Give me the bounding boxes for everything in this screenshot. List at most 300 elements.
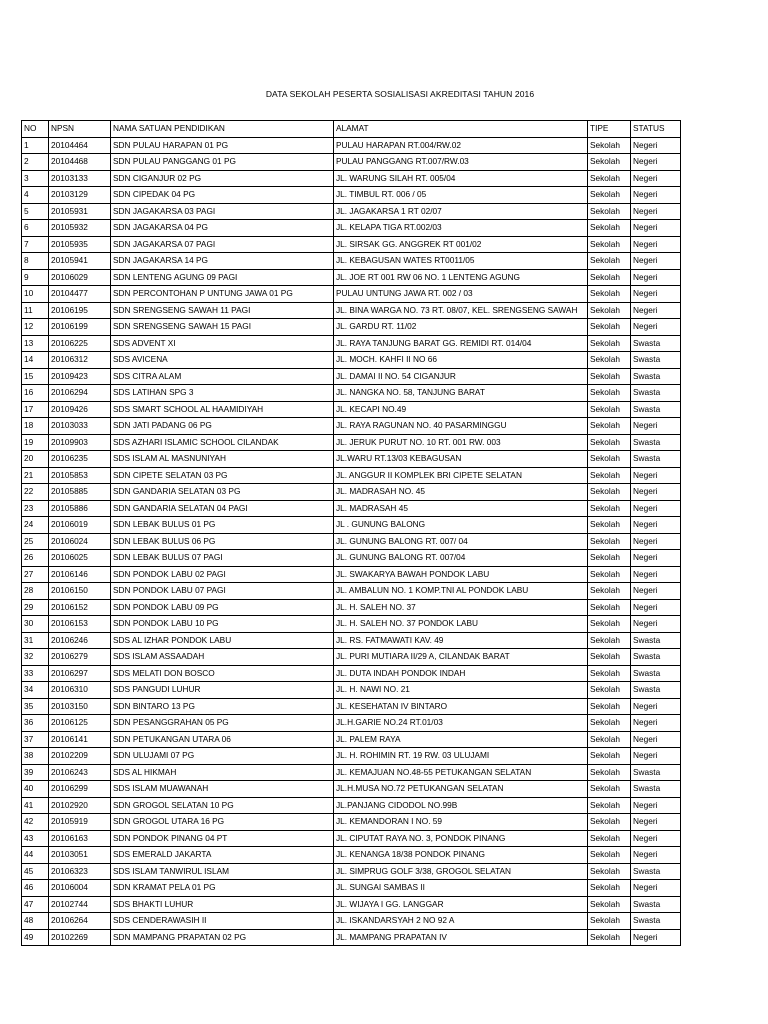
cell-status: Swasta: [631, 649, 681, 666]
cell-alamat: JL. SIMPRUG GOLF 3/38, GROGOL SELATAN: [334, 863, 588, 880]
table-row: [22, 830, 681, 847]
cell-tipe: Sekolah: [588, 137, 631, 154]
cell-npsn: 20106146: [49, 566, 111, 583]
cell-nama-satuan-pendidikan: SDN CIGANJUR 02 PG: [111, 170, 334, 187]
table-row: [22, 269, 681, 286]
table-row: [22, 500, 681, 517]
cell-tipe: Sekolah: [588, 286, 631, 303]
school-data-table: [21, 120, 681, 946]
cell-alamat: JL. H. SALEH NO. 37: [334, 599, 588, 616]
cell-tipe: Sekolah: [588, 451, 631, 468]
cell-alamat: JL. GARDU RT. 11/02: [334, 319, 588, 336]
cell-tipe: Sekolah: [588, 550, 631, 567]
cell-nama-satuan-pendidikan: SDN ULUJAMI 07 PG: [111, 748, 334, 765]
cell-nama-satuan-pendidikan: SDS CITRA ALAM: [111, 368, 334, 385]
cell-npsn: 20109423: [49, 368, 111, 385]
cell-status: Swasta: [631, 682, 681, 699]
cell-no: 13: [22, 335, 49, 352]
header-npsn: NPSN: [49, 121, 111, 138]
cell-no: 30: [22, 616, 49, 633]
cell-alamat: JL. KEBAGUSAN WATES RT0011/05: [334, 253, 588, 270]
table-row: [22, 929, 681, 946]
cell-alamat: JL. RAYA RAGUNAN NO. 40 PASARMINGGU: [334, 418, 588, 435]
cell-nama-satuan-pendidikan: SDN JATI PADANG 06 PG: [111, 418, 334, 435]
cell-no: 41: [22, 797, 49, 814]
header-status: STATUS: [631, 121, 681, 138]
cell-npsn: 20106004: [49, 880, 111, 897]
cell-nama-satuan-pendidikan: SDN BINTARO 13 PG: [111, 698, 334, 715]
cell-tipe: Sekolah: [588, 632, 631, 649]
cell-no: 46: [22, 880, 49, 897]
cell-npsn: 20106153: [49, 616, 111, 633]
cell-no: 34: [22, 682, 49, 699]
cell-tipe: Sekolah: [588, 847, 631, 864]
cell-npsn: 20106141: [49, 731, 111, 748]
cell-alamat: JL. WIJAYA I GG. LANGGAR: [334, 896, 588, 913]
cell-npsn: 20106195: [49, 302, 111, 319]
cell-alamat: JL.PANJANG CIDODOL NO.99B: [334, 797, 588, 814]
cell-npsn: 20103033: [49, 418, 111, 435]
table-row: [22, 154, 681, 171]
cell-nama-satuan-pendidikan: SDS ISLAM AL MASNUNIYAH: [111, 451, 334, 468]
table-row: [22, 302, 681, 319]
cell-npsn: 20103133: [49, 170, 111, 187]
table-row: [22, 599, 681, 616]
table-row: [22, 649, 681, 666]
cell-tipe: Sekolah: [588, 253, 631, 270]
cell-tipe: Sekolah: [588, 269, 631, 286]
cell-no: 16: [22, 385, 49, 402]
cell-alamat: PULAU PANGGANG RT.007/RW.03: [334, 154, 588, 171]
cell-npsn: 20105919: [49, 814, 111, 831]
cell-nama-satuan-pendidikan: SDN LEBAK BULUS 07 PAGI: [111, 550, 334, 567]
cell-no: 12: [22, 319, 49, 336]
cell-npsn: 20102920: [49, 797, 111, 814]
cell-nama-satuan-pendidikan: SDN SRENGSENG SAWAH 11 PAGI: [111, 302, 334, 319]
cell-status: Negeri: [631, 550, 681, 567]
cell-npsn: 20106246: [49, 632, 111, 649]
cell-tipe: Sekolah: [588, 583, 631, 600]
cell-nama-satuan-pendidikan: SDS AVICENA: [111, 352, 334, 369]
cell-npsn: 20102744: [49, 896, 111, 913]
cell-alamat: JL. RAYA TANJUNG BARAT GG. REMIDI RT. 014/04: [334, 335, 588, 352]
cell-status: Swasta: [631, 385, 681, 402]
cell-no: 37: [22, 731, 49, 748]
cell-status: Negeri: [631, 286, 681, 303]
cell-no: 39: [22, 764, 49, 781]
table-row: [22, 847, 681, 864]
cell-nama-satuan-pendidikan: SDN PETUKANGAN UTARA 06: [111, 731, 334, 748]
table-row: [22, 484, 681, 501]
table-row: [22, 418, 681, 435]
cell-npsn: 20106297: [49, 665, 111, 682]
cell-nama-satuan-pendidikan: SDN PERCONTOHAN P UNTUNG JAWA 01 PG: [111, 286, 334, 303]
cell-tipe: Sekolah: [588, 731, 631, 748]
cell-nama-satuan-pendidikan: SDS BHAKTI LUHUR: [111, 896, 334, 913]
cell-status: Negeri: [631, 880, 681, 897]
cell-status: Negeri: [631, 236, 681, 253]
cell-nama-satuan-pendidikan: SDN CIPETE SELATAN 03 PG: [111, 467, 334, 484]
cell-no: 19: [22, 434, 49, 451]
table-row: [22, 187, 681, 204]
cell-no: 17: [22, 401, 49, 418]
table-row: [22, 467, 681, 484]
cell-nama-satuan-pendidikan: SDN PONDOK LABU 09 PG: [111, 599, 334, 616]
cell-npsn: 20106152: [49, 599, 111, 616]
cell-no: 21: [22, 467, 49, 484]
cell-nama-satuan-pendidikan: SDN JAGAKARSA 07 PAGI: [111, 236, 334, 253]
cell-tipe: Sekolah: [588, 533, 631, 550]
cell-npsn: 20106150: [49, 583, 111, 600]
cell-nama-satuan-pendidikan: SDN PONDOK PINANG 04 PT: [111, 830, 334, 847]
cell-status: Negeri: [631, 220, 681, 237]
table-row: [22, 748, 681, 765]
table-row: [22, 764, 681, 781]
cell-alamat: JL. DUTA INDAH PONDOK INDAH: [334, 665, 588, 682]
cell-no: 28: [22, 583, 49, 600]
cell-alamat: JL.H.MUSA NO.72 PETUKANGAN SELATAN: [334, 781, 588, 798]
table-row: [22, 797, 681, 814]
cell-no: 7: [22, 236, 49, 253]
cell-nama-satuan-pendidikan: SDS MELATI DON BOSCO: [111, 665, 334, 682]
cell-status: Negeri: [631, 715, 681, 732]
cell-no: 8: [22, 253, 49, 270]
cell-status: Negeri: [631, 187, 681, 204]
cell-nama-satuan-pendidikan: SDS EMERALD JAKARTA: [111, 847, 334, 864]
cell-status: Swasta: [631, 352, 681, 369]
header-no: NO: [22, 121, 49, 138]
cell-nama-satuan-pendidikan: SDS PANGUDI LUHUR: [111, 682, 334, 699]
cell-nama-satuan-pendidikan: SDS ADVENT XI: [111, 335, 334, 352]
table-row: [22, 715, 681, 732]
cell-nama-satuan-pendidikan: SDS AL IZHAR PONDOK LABU: [111, 632, 334, 649]
table-row: [22, 170, 681, 187]
cell-status: Negeri: [631, 731, 681, 748]
cell-npsn: 20106279: [49, 649, 111, 666]
cell-npsn: 20105935: [49, 236, 111, 253]
cell-nama-satuan-pendidikan: SDN LENTENG AGUNG 09 PAGI: [111, 269, 334, 286]
cell-nama-satuan-pendidikan: SDN GROGOL SELATAN 10 PG: [111, 797, 334, 814]
cell-alamat: JL. CIPUTAT RAYA NO. 3, PONDOK PINANG: [334, 830, 588, 847]
cell-nama-satuan-pendidikan: SDN PONDOK LABU 07 PAGI: [111, 583, 334, 600]
cell-tipe: Sekolah: [588, 863, 631, 880]
cell-no: 2: [22, 154, 49, 171]
cell-no: 48: [22, 913, 49, 930]
cell-no: 9: [22, 269, 49, 286]
cell-nama-satuan-pendidikan: SDN GANDARIA SELATAN 04 PAGI: [111, 500, 334, 517]
table-row: [22, 220, 681, 237]
cell-tipe: Sekolah: [588, 814, 631, 831]
cell-no: 33: [22, 665, 49, 682]
table-row: [22, 401, 681, 418]
cell-tipe: Sekolah: [588, 352, 631, 369]
table-row: [22, 352, 681, 369]
cell-status: Negeri: [631, 269, 681, 286]
cell-status: Negeri: [631, 533, 681, 550]
cell-npsn: 20106323: [49, 863, 111, 880]
table-body: [22, 137, 681, 946]
table-header-row: [22, 121, 681, 138]
cell-alamat: JL. SIRSAK GG. ANGGREK RT 001/02: [334, 236, 588, 253]
cell-status: Swasta: [631, 781, 681, 798]
cell-no: 32: [22, 649, 49, 666]
cell-alamat: JL. MADRASAH 45: [334, 500, 588, 517]
cell-npsn: 20106163: [49, 830, 111, 847]
cell-npsn: 20106312: [49, 352, 111, 369]
cell-npsn: 20105885: [49, 484, 111, 501]
cell-status: Negeri: [631, 616, 681, 633]
cell-tipe: Sekolah: [588, 500, 631, 517]
table-row: [22, 335, 681, 352]
cell-status: Swasta: [631, 451, 681, 468]
cell-no: 42: [22, 814, 49, 831]
cell-no: 5: [22, 203, 49, 220]
cell-tipe: Sekolah: [588, 880, 631, 897]
cell-npsn: 20105941: [49, 253, 111, 270]
cell-tipe: Sekolah: [588, 385, 631, 402]
cell-no: 25: [22, 533, 49, 550]
cell-status: Negeri: [631, 418, 681, 435]
table-row: [22, 550, 681, 567]
cell-status: Negeri: [631, 500, 681, 517]
cell-alamat: JL. PALEM RAYA: [334, 731, 588, 748]
cell-no: 35: [22, 698, 49, 715]
table-row: [22, 434, 681, 451]
header-tipe: TIPE: [588, 121, 631, 138]
cell-alamat: JL. KENANGA 18/38 PONDOK PINANG: [334, 847, 588, 864]
cell-tipe: Sekolah: [588, 649, 631, 666]
cell-nama-satuan-pendidikan: SDN SRENGSENG SAWAH 15 PAGI: [111, 319, 334, 336]
table-row: [22, 682, 681, 699]
cell-npsn: 20105931: [49, 203, 111, 220]
cell-tipe: Sekolah: [588, 830, 631, 847]
cell-no: 23: [22, 500, 49, 517]
cell-no: 47: [22, 896, 49, 913]
cell-status: Negeri: [631, 797, 681, 814]
cell-tipe: Sekolah: [588, 665, 631, 682]
cell-npsn: 20102269: [49, 929, 111, 946]
cell-nama-satuan-pendidikan: SDN GROGOL UTARA 16 PG: [111, 814, 334, 831]
cell-status: Negeri: [631, 583, 681, 600]
cell-nama-satuan-pendidikan: SDS AL HIKMAH: [111, 764, 334, 781]
cell-no: 18: [22, 418, 49, 435]
cell-alamat: JL. KEMAJUAN NO.48-55 PETUKANGAN SELATAN: [334, 764, 588, 781]
cell-alamat: JL. SWAKARYA BAWAH PONDOK LABU: [334, 566, 588, 583]
cell-tipe: Sekolah: [588, 418, 631, 435]
cell-status: Negeri: [631, 830, 681, 847]
cell-status: Negeri: [631, 253, 681, 270]
cell-no: 14: [22, 352, 49, 369]
cell-no: 40: [22, 781, 49, 798]
cell-status: Swasta: [631, 335, 681, 352]
cell-no: 29: [22, 599, 49, 616]
cell-nama-satuan-pendidikan: SDN LEBAK BULUS 06 PG: [111, 533, 334, 550]
cell-npsn: 20106025: [49, 550, 111, 567]
cell-status: Swasta: [631, 863, 681, 880]
cell-npsn: 20105886: [49, 500, 111, 517]
cell-status: Negeri: [631, 137, 681, 154]
cell-alamat: JL. H. ROHIMIN RT. 19 RW. 03 ULUJAMI: [334, 748, 588, 765]
cell-alamat: JL. NANGKA NO. 58, TANJUNG BARAT: [334, 385, 588, 402]
cell-no: 45: [22, 863, 49, 880]
cell-npsn: 20102209: [49, 748, 111, 765]
cell-no: 24: [22, 517, 49, 534]
cell-npsn: 20109903: [49, 434, 111, 451]
cell-alamat: JL. BINA WARGA NO. 73 RT. 08/07, KEL. SRENGSENG SAWAH: [334, 302, 588, 319]
cell-nama-satuan-pendidikan: SDN PULAU HARAPAN 01 PG: [111, 137, 334, 154]
cell-npsn: 20106125: [49, 715, 111, 732]
cell-no: 27: [22, 566, 49, 583]
cell-nama-satuan-pendidikan: SDS LATIHAN SPG 3: [111, 385, 334, 402]
cell-tipe: Sekolah: [588, 715, 631, 732]
cell-npsn: 20103051: [49, 847, 111, 864]
cell-npsn: 20106029: [49, 269, 111, 286]
cell-no: 15: [22, 368, 49, 385]
cell-no: 4: [22, 187, 49, 204]
cell-alamat: JL. AMBALUN NO. 1 KOMP.TNI AL PONDOK LABU: [334, 583, 588, 600]
cell-alamat: JL. JAGAKARSA 1 RT 02/07: [334, 203, 588, 220]
cell-npsn: 20105853: [49, 467, 111, 484]
cell-status: Negeri: [631, 517, 681, 534]
cell-tipe: Sekolah: [588, 484, 631, 501]
cell-no: 10: [22, 286, 49, 303]
cell-npsn: 20104468: [49, 154, 111, 171]
cell-alamat: JL. KESEHATAN IV BINTARO: [334, 698, 588, 715]
document-title: DATA SEKOLAH PESERTA SOSIALISASI AKREDITASI TAHUN 2016: [265, 89, 535, 99]
cell-tipe: Sekolah: [588, 187, 631, 204]
cell-alamat: JL. KECAPI NO.49: [334, 401, 588, 418]
table-row: [22, 517, 681, 534]
cell-npsn: 20106310: [49, 682, 111, 699]
cell-status: Negeri: [631, 814, 681, 831]
table-row: [22, 253, 681, 270]
cell-tipe: Sekolah: [588, 929, 631, 946]
cell-no: 49: [22, 929, 49, 946]
cell-no: 20: [22, 451, 49, 468]
cell-status: Negeri: [631, 748, 681, 765]
table-row: [22, 583, 681, 600]
cell-tipe: Sekolah: [588, 203, 631, 220]
cell-tipe: Sekolah: [588, 434, 631, 451]
cell-status: Swasta: [631, 764, 681, 781]
cell-nama-satuan-pendidikan: SDN CIPEDAK 04 PG: [111, 187, 334, 204]
cell-no: 31: [22, 632, 49, 649]
cell-tipe: Sekolah: [588, 781, 631, 798]
cell-alamat: JL . GUNUNG BALONG: [334, 517, 588, 534]
cell-status: Negeri: [631, 847, 681, 864]
cell-tipe: Sekolah: [588, 913, 631, 930]
cell-alamat: JL. WARUNG SILAH RT. 005/04: [334, 170, 588, 187]
cell-nama-satuan-pendidikan: SDS ISLAM ASSAADAH: [111, 649, 334, 666]
cell-no: 36: [22, 715, 49, 732]
table-row: [22, 731, 681, 748]
cell-nama-satuan-pendidikan: SDN LEBAK BULUS 01 PG: [111, 517, 334, 534]
cell-nama-satuan-pendidikan: SDN GANDARIA SELATAN 03 PG: [111, 484, 334, 501]
cell-alamat: JL. KELAPA TIGA RT.002/03: [334, 220, 588, 237]
cell-status: Swasta: [631, 434, 681, 451]
table-row: [22, 814, 681, 831]
table-row: [22, 616, 681, 633]
cell-status: Swasta: [631, 913, 681, 930]
cell-tipe: Sekolah: [588, 764, 631, 781]
cell-tipe: Sekolah: [588, 896, 631, 913]
cell-npsn: 20106019: [49, 517, 111, 534]
cell-alamat: JL. ISKANDARSYAH 2 NO 92 A: [334, 913, 588, 930]
cell-status: Swasta: [631, 368, 681, 385]
cell-tipe: Sekolah: [588, 154, 631, 171]
cell-alamat: JL. SUNGAI SAMBAS II: [334, 880, 588, 897]
cell-alamat: JL. ANGGUR II KOMPLEK BRI CIPETE SELATAN: [334, 467, 588, 484]
cell-npsn: 20106199: [49, 319, 111, 336]
cell-status: Negeri: [631, 203, 681, 220]
cell-no: 3: [22, 170, 49, 187]
cell-npsn: 20106235: [49, 451, 111, 468]
cell-alamat: JL. DAMAI II NO. 54 CIGANJUR: [334, 368, 588, 385]
cell-nama-satuan-pendidikan: SDN KRAMAT PELA 01 PG: [111, 880, 334, 897]
cell-alamat: PULAU HARAPAN RT.004/RW.02: [334, 137, 588, 154]
cell-npsn: 20109426: [49, 401, 111, 418]
cell-status: Negeri: [631, 319, 681, 336]
cell-alamat: JL. GUNUNG BALONG RT. 007/ 04: [334, 533, 588, 550]
header-alamat: ALAMAT: [334, 121, 588, 138]
table-row: [22, 698, 681, 715]
cell-tipe: Sekolah: [588, 170, 631, 187]
cell-npsn: 20106294: [49, 385, 111, 402]
cell-status: Negeri: [631, 302, 681, 319]
header-nama-satuan-pendidikan: NAMA SATUAN PENDIDIKAN: [111, 121, 334, 138]
cell-nama-satuan-pendidikan: SDS ISLAM MUAWANAH: [111, 781, 334, 798]
cell-no: 26: [22, 550, 49, 567]
table-row: [22, 665, 681, 682]
cell-npsn: 20104464: [49, 137, 111, 154]
cell-nama-satuan-pendidikan: SDN JAGAKARSA 03 PAGI: [111, 203, 334, 220]
cell-npsn: 20103150: [49, 698, 111, 715]
cell-nama-satuan-pendidikan: SDN PONDOK LABU 10 PG: [111, 616, 334, 633]
table-row: [22, 632, 681, 649]
cell-alamat: JL. JOE RT 001 RW 06 NO. 1 LENTENG AGUNG: [334, 269, 588, 286]
cell-status: Negeri: [631, 698, 681, 715]
cell-tipe: Sekolah: [588, 698, 631, 715]
cell-nama-satuan-pendidikan: SDN MAMPANG PRAPATAN 02 PG: [111, 929, 334, 946]
table-row: [22, 913, 681, 930]
cell-status: Swasta: [631, 632, 681, 649]
cell-status: Negeri: [631, 566, 681, 583]
cell-tipe: Sekolah: [588, 335, 631, 352]
cell-no: 44: [22, 847, 49, 864]
cell-tipe: Sekolah: [588, 797, 631, 814]
cell-tipe: Sekolah: [588, 236, 631, 253]
cell-nama-satuan-pendidikan: SDS CENDERAWASIH II: [111, 913, 334, 930]
cell-no: 11: [22, 302, 49, 319]
cell-alamat: JL. TIMBUL RT. 006 / 05: [334, 187, 588, 204]
cell-nama-satuan-pendidikan: SDN PESANGGRAHAN 05 PG: [111, 715, 334, 732]
table-row: [22, 385, 681, 402]
cell-npsn: 20106024: [49, 533, 111, 550]
cell-tipe: Sekolah: [588, 368, 631, 385]
cell-tipe: Sekolah: [588, 401, 631, 418]
cell-npsn: 20106299: [49, 781, 111, 798]
cell-alamat: JL. MADRASAH NO. 45: [334, 484, 588, 501]
cell-status: Swasta: [631, 665, 681, 682]
table-row: [22, 203, 681, 220]
cell-tipe: Sekolah: [588, 599, 631, 616]
cell-npsn: 20106243: [49, 764, 111, 781]
table-row: [22, 880, 681, 897]
cell-nama-satuan-pendidikan: SDS ISLAM TANWIRUL ISLAM: [111, 863, 334, 880]
cell-no: 43: [22, 830, 49, 847]
cell-status: Swasta: [631, 896, 681, 913]
table-row: [22, 137, 681, 154]
